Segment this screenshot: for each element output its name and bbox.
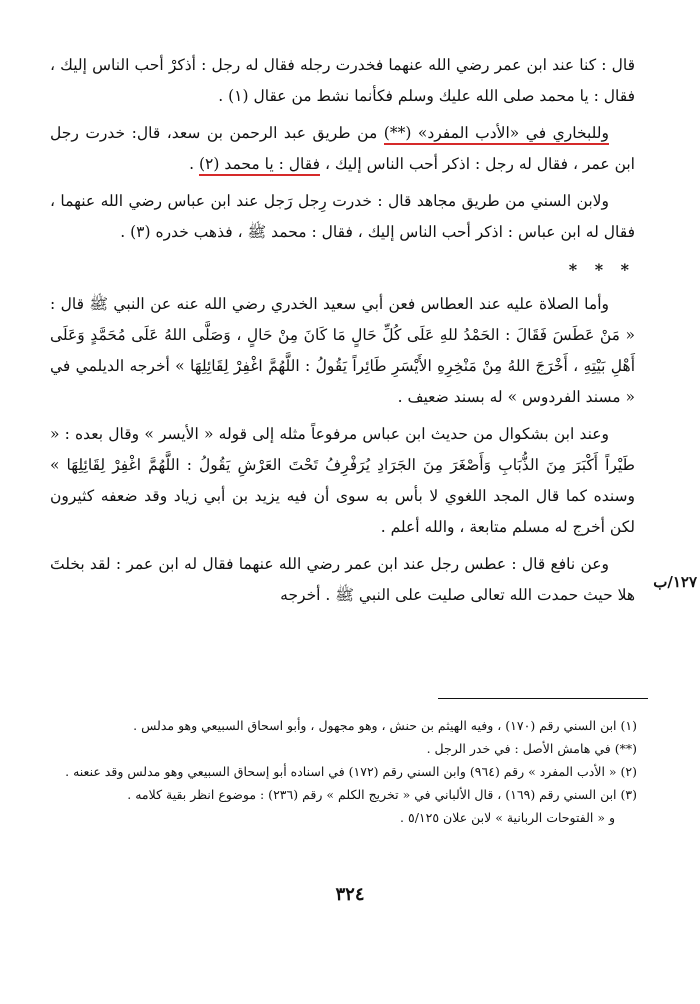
page-number: ٣٢٤ bbox=[335, 884, 365, 905]
manuscript-folio-note: ١٢٧/ب bbox=[653, 573, 697, 591]
paragraph-5: وعند ابن بشكوال من حديث ابن عباس مرفوعاً مثله إلى قوله « الأيسر » وقال بعده : « طَيْراً أَكْبَرَ مِنَ الذُّبَابِ وَأَصْغَرَ مِنَ الجَرَادِ يُرَفْرِفُ تَحْتَ العَرْشِ يَقُولُ : اللَّهُمَّ اغْفِرْ لِقَائِلِهَا » وسنده كما قال المجد اللغوي لا بأس به سوى أن فيه يزيد بن أبي زياد وقد ضعفه كثيرون لكن أخرج له مسلم متابعة ، والله أعلم . bbox=[50, 425, 635, 536]
paragraph-3: ولابن السني من طريق مجاهد قال : خدرت رِجل رَجل عند ابن عباس رضي الله عنهما ، فقال له ابن عباس : اذكر أحب الناس إليك ، فقال : محمد ﷺ ، فذهب خدره (٣) . bbox=[50, 192, 635, 241]
paragraph-4: وأما الصلاة عليه عند العطاس فعن أبي سعيد الخدري رضي الله عنه عن النبي ﷺ قال : « مَنْ عَطَسَ فَقَالَ : الحَمْدُ للهِ عَلَى كُلِّ حَالٍ مَا كَانَ مِنْ حَالٍ ، وَصَلَّى اللهُ عَلَى مُحَمَّدٍ وَعَلَى أَهْلِ بَيْتِهِ ، أَخْرَجَ اللهُ مِنْ مَنْخِرِهِ الأَيْسَرِ طَائِراً يَقُولُ : اللَّهُمَّ اغْفِرْ لِقَائِلِهَا » أخرجه الديلمي في « مسند الفردوس » له بسند ضعيف . bbox=[50, 295, 635, 406]
paragraph-2 bbox=[50, 118, 635, 180]
footnote-1: (١) ابن السني رقم (١٧٠) ، وفيه الهيثم بن حنش ، وهو مجهول ، وأبو اسحاق السبيعي وهو مدلس . bbox=[133, 718, 637, 733]
paragraph-2-text: من طريق عبد الرحمن بن سعد، قال: خدرت رجل ابن عمر ، فقال له رجل : اذكر أحب الناس إليك ، bbox=[50, 124, 635, 173]
paragraph-1: قال : كنا عند ابن عمر رضي الله عنهما فخدرت رجله فقال له رجل : أذكرْ أحب الناس إليك ، فقال : يا محمد صلى الله عليك وسلم فكأنما نشط من عقال (١) . bbox=[50, 56, 635, 105]
footnote-margin: (**) في هامش الأصل : في خدر الرجل . bbox=[426, 741, 637, 756]
footnote-2: (٢) « الأدب المفرد » رقم (٩٦٤) وابن السني رقم (١٧٢) في اسناده أبو إسحاق السبيعي وهو مدلس وقد عنعنه . bbox=[65, 764, 637, 779]
footnote-divider bbox=[438, 698, 648, 699]
paragraph-6: وعن نافع قال : عطس رجل عند ابن عمر رضي الله عنهما فقال له ابن عمر : لقد بخلتَ هلا حيث حمدت الله تعالى صليت على النبي ﷺ . أخرجه bbox=[50, 555, 635, 604]
section-separator: * * * bbox=[568, 260, 635, 279]
underlined-phrase: وللبخاري في «الأدب المفرد» (**) bbox=[384, 124, 609, 145]
footnote-3: (٣) ابن السني رقم (١٦٩) ، قال الألباني في « تخريج الكلم » رقم (٢٣٦) : موضوع انظر بقية كلامه . bbox=[127, 787, 637, 802]
underlined-phrase-2: فقال : يا محمد (٢) bbox=[199, 155, 320, 176]
footnotes bbox=[52, 714, 637, 829]
main-text bbox=[50, 50, 635, 617]
paragraph-2-end: . bbox=[189, 155, 199, 173]
footnote-3-continued: و « الفتوحات الربانية » لابن علان ٥/١٢٥ . bbox=[400, 810, 615, 825]
